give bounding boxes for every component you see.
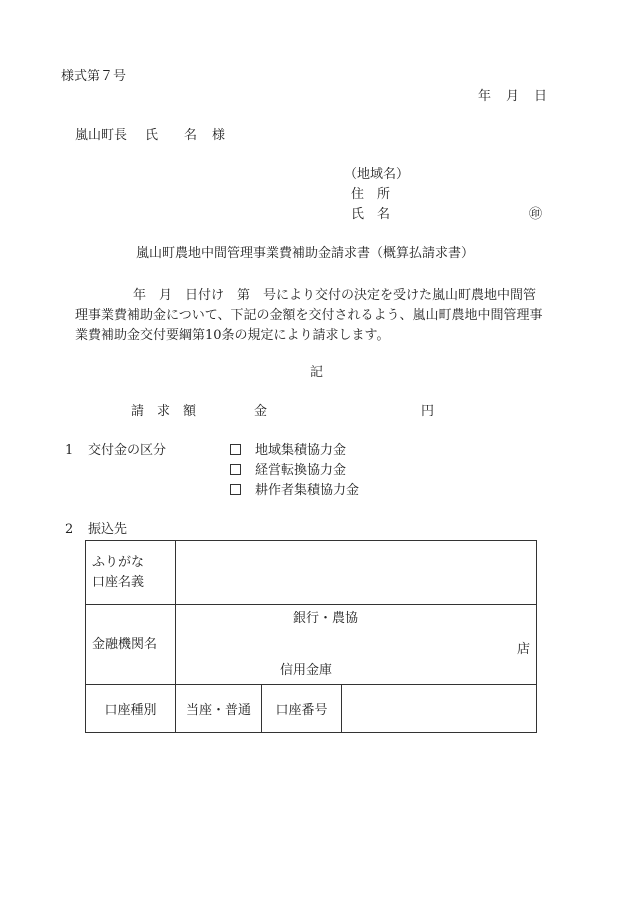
- section-1-number: 1: [65, 443, 74, 458]
- form-number: 様式第７号: [61, 69, 127, 84]
- amount-kin: 金: [254, 404, 268, 419]
- institution-label: 金融機関名: [86, 605, 176, 685]
- account-name-row: [86, 541, 537, 605]
- account-name-label-cell: [86, 541, 176, 605]
- account-name-label: 口座名義: [92, 574, 145, 590]
- section-1-label: 交付金の区分: [88, 443, 167, 458]
- account-type-label: 口座種別: [86, 685, 176, 733]
- applicant-name: 氏 名: [351, 207, 391, 222]
- amount-label: 請 求 額: [131, 404, 197, 419]
- option-row[interactable]: [230, 483, 359, 499]
- furigana-label: ふりがな: [92, 554, 145, 570]
- account-number-field[interactable]: [342, 685, 537, 733]
- shinkin-label: 信用金庫: [280, 663, 333, 678]
- option-row[interactable]: [230, 443, 346, 459]
- account-number-label: 口座番号: [262, 685, 342, 733]
- date-month: 月: [506, 89, 520, 104]
- bank-nokyo-label: 銀行・農協: [293, 611, 359, 626]
- bank-account-table: [85, 540, 537, 733]
- checkbox[interactable]: [230, 464, 241, 475]
- addressee-shi: 氏: [145, 128, 159, 143]
- seal-mark: ㊞: [529, 207, 543, 222]
- date-day: 日: [534, 89, 548, 104]
- addressee-town: 嵐山町長: [75, 128, 128, 143]
- option-label: 地域集積協力金: [255, 443, 347, 458]
- body-paragraph: [75, 286, 585, 346]
- date-year: 年: [478, 89, 492, 104]
- body-line-1: 年 月 日付け 第 号により交付の決定を受けた嵐山町農地中間管: [133, 288, 537, 303]
- option-row[interactable]: [230, 463, 346, 479]
- branch-label: 店: [517, 642, 531, 657]
- body-line-2: 理事業費補助金について、下記の金額を交付されるよう、嵐山町農地中間管理事: [75, 308, 543, 323]
- amount-yen: 円: [421, 404, 435, 419]
- section-2-number: 2: [65, 522, 74, 537]
- account-name-field[interactable]: [176, 541, 537, 605]
- checkbox[interactable]: [230, 484, 241, 495]
- checkbox[interactable]: [230, 444, 241, 455]
- institution-row: [86, 605, 537, 685]
- option-label: 経営転換協力金: [255, 463, 347, 478]
- addressee-mei: 名: [184, 128, 198, 143]
- ki-heading: 記: [310, 365, 324, 380]
- applicant-address: 住 所: [351, 187, 391, 202]
- addressee-sama: 様: [212, 128, 226, 143]
- account-type-row: [86, 685, 537, 733]
- institution-field[interactable]: [176, 605, 537, 685]
- applicant-area: （地域名）: [344, 167, 410, 182]
- account-type-value[interactable]: 当座・普通: [176, 685, 262, 733]
- option-label: 耕作者集積協力金: [255, 483, 360, 498]
- body-line-3: 業費補助金交付要綱第10条の規定により請求します。: [75, 328, 390, 343]
- document-title: 嵐山町農地中間管理事業費補助金請求書（概算払請求書）: [136, 246, 475, 261]
- section-2-label: 振込先: [88, 522, 128, 537]
